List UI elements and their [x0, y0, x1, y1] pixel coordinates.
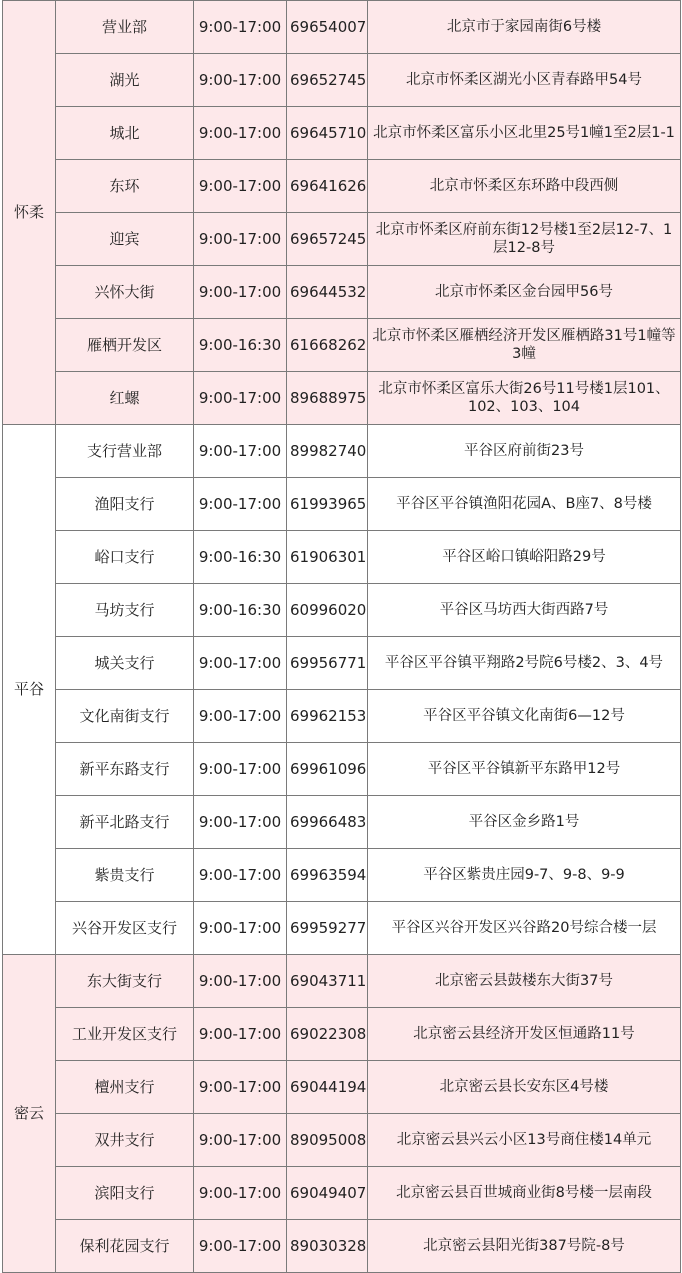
branch-name-cell: 迎宾 — [56, 213, 194, 266]
table-row — [3, 160, 681, 213]
phone-cell: 61993965 — [287, 478, 368, 531]
table-row — [3, 54, 681, 107]
address-cell: 平谷区平谷镇新平东路甲12号 — [368, 743, 681, 796]
address-cell: 北京密云县鼓楼东大街37号 — [368, 955, 681, 1008]
address-cell: 平谷区马坊西大街西路7号 — [368, 584, 681, 637]
phone-cell: 69022308 — [287, 1008, 368, 1061]
business-hours-cell: 9:00-17:00 — [194, 213, 287, 266]
table-row — [3, 955, 681, 1008]
branch-name-cell: 东环 — [56, 160, 194, 213]
branch-name-cell: 工业开发区支行 — [56, 1008, 194, 1061]
branch-name-cell: 城北 — [56, 107, 194, 160]
branch-name-cell: 支行营业部 — [56, 425, 194, 478]
business-hours-cell: 9:00-17:00 — [194, 1008, 287, 1061]
business-hours-cell: 9:00-17:00 — [194, 1114, 287, 1167]
business-hours-cell: 9:00-17:00 — [194, 955, 287, 1008]
business-hours-cell: 9:00-16:30 — [194, 531, 287, 584]
district-cell: 密云 — [3, 955, 56, 1273]
business-hours-cell: 9:00-16:30 — [194, 319, 287, 372]
phone-cell: 69049407 — [287, 1167, 368, 1220]
table-row — [3, 213, 681, 266]
phone-cell: 69641626 — [287, 160, 368, 213]
business-hours-cell: 9:00-17:00 — [194, 796, 287, 849]
branch-table-body — [3, 1, 681, 1273]
branch-name-cell: 湖光 — [56, 54, 194, 107]
table-row — [3, 107, 681, 160]
business-hours-cell: 9:00-17:00 — [194, 266, 287, 319]
table-row — [3, 1114, 681, 1167]
phone-cell: 69962153 — [287, 690, 368, 743]
phone-cell: 69044194 — [287, 1061, 368, 1114]
address-cell: 北京密云县百世城商业街8号楼一层南段 — [368, 1167, 681, 1220]
table-row — [3, 1, 681, 54]
table-row — [3, 425, 681, 478]
phone-cell: 69657245 — [287, 213, 368, 266]
business-hours-cell: 9:00-17:00 — [194, 1167, 287, 1220]
business-hours-cell: 9:00-17:00 — [194, 849, 287, 902]
address-cell: 北京密云县兴云小区13号商住楼14单元 — [368, 1114, 681, 1167]
table-row — [3, 796, 681, 849]
phone-cell: 69966483 — [287, 796, 368, 849]
phone-cell: 69961096 — [287, 743, 368, 796]
phone-cell: 61668262 — [287, 319, 368, 372]
address-cell: 北京市怀柔区金台园甲56号 — [368, 266, 681, 319]
address-cell: 北京密云县长安东区4号楼 — [368, 1061, 681, 1114]
business-hours-cell: 9:00-17:00 — [194, 372, 287, 425]
address-cell: 北京密云县阳光街387号院-8号 — [368, 1220, 681, 1273]
phone-cell: 69956771 — [287, 637, 368, 690]
business-hours-cell: 9:00-17:00 — [194, 1, 287, 54]
branch-name-cell: 滨阳支行 — [56, 1167, 194, 1220]
branch-name-cell: 新平东路支行 — [56, 743, 194, 796]
table-row — [3, 266, 681, 319]
address-cell: 平谷区府前街23号 — [368, 425, 681, 478]
phone-cell: 89095008 — [287, 1114, 368, 1167]
address-cell: 北京市怀柔区富乐小区北里25号1幢1至2层1-1 — [368, 107, 681, 160]
branch-table — [2, 0, 681, 1273]
branch-name-cell: 文化南街支行 — [56, 690, 194, 743]
table-row — [3, 902, 681, 955]
address-cell: 北京市怀柔区东环路中段西侧 — [368, 160, 681, 213]
branch-name-cell: 新平北路支行 — [56, 796, 194, 849]
address-cell: 北京市于家园南街6号楼 — [368, 1, 681, 54]
business-hours-cell: 9:00-17:00 — [194, 1061, 287, 1114]
branch-name-cell: 马坊支行 — [56, 584, 194, 637]
business-hours-cell: 9:00-17:00 — [194, 160, 287, 213]
table-row — [3, 1167, 681, 1220]
address-cell: 平谷区平谷镇平翔路2号院6号楼2、3、4号 — [368, 637, 681, 690]
table-row — [3, 372, 681, 425]
phone-cell: 69959277 — [287, 902, 368, 955]
branch-name-cell: 兴谷开发区支行 — [56, 902, 194, 955]
table-row — [3, 531, 681, 584]
business-hours-cell: 9:00-17:00 — [194, 743, 287, 796]
address-cell: 平谷区平谷镇文化南街6—12号 — [368, 690, 681, 743]
table-row — [3, 1061, 681, 1114]
table-row — [3, 584, 681, 637]
table-row — [3, 1220, 681, 1273]
branch-name-cell: 渔阳支行 — [56, 478, 194, 531]
phone-cell: 89688975 — [287, 372, 368, 425]
branch-name-cell: 雁栖开发区 — [56, 319, 194, 372]
table-row — [3, 690, 681, 743]
phone-cell: 69043711 — [287, 955, 368, 1008]
table-row — [3, 1008, 681, 1061]
phone-cell: 60996020 — [287, 584, 368, 637]
phone-cell: 61906301 — [287, 531, 368, 584]
branch-name-cell: 东大街支行 — [56, 955, 194, 1008]
phone-cell: 69654007 — [287, 1, 368, 54]
address-cell: 平谷区平谷镇渔阳花园A、B座7、8号楼 — [368, 478, 681, 531]
branch-name-cell: 营业部 — [56, 1, 194, 54]
phone-cell: 69652745 — [287, 54, 368, 107]
branch-name-cell: 红螺 — [56, 372, 194, 425]
business-hours-cell: 9:00-17:00 — [194, 107, 287, 160]
business-hours-cell: 9:00-16:30 — [194, 584, 287, 637]
business-hours-cell: 9:00-17:00 — [194, 637, 287, 690]
table-row — [3, 478, 681, 531]
address-cell: 平谷区金乡路1号 — [368, 796, 681, 849]
business-hours-cell: 9:00-17:00 — [194, 425, 287, 478]
address-cell: 平谷区兴谷开发区兴谷路20号综合楼一层 — [368, 902, 681, 955]
table-row — [3, 849, 681, 902]
phone-cell: 69644532 — [287, 266, 368, 319]
business-hours-cell: 9:00-17:00 — [194, 902, 287, 955]
table-row — [3, 743, 681, 796]
address-cell: 北京市怀柔区湖光小区青春路甲54号 — [368, 54, 681, 107]
business-hours-cell: 9:00-17:00 — [194, 478, 287, 531]
branch-name-cell: 紫贵支行 — [56, 849, 194, 902]
branch-name-cell: 城关支行 — [56, 637, 194, 690]
business-hours-cell: 9:00-17:00 — [194, 690, 287, 743]
business-hours-cell: 9:00-17:00 — [194, 1220, 287, 1273]
address-cell: 北京市怀柔区雁栖经济开发区雁栖路31号1幢等3幢 — [368, 319, 681, 372]
address-cell: 北京密云县经济开发区恒通路11号 — [368, 1008, 681, 1061]
phone-cell: 89030328 — [287, 1220, 368, 1273]
address-cell: 北京市怀柔区府前东街12号楼1至2层12-7、1层12-8号 — [368, 213, 681, 266]
branch-name-cell: 保利花园支行 — [56, 1220, 194, 1273]
branch-name-cell: 兴怀大街 — [56, 266, 194, 319]
business-hours-cell: 9:00-17:00 — [194, 54, 287, 107]
district-cell: 怀柔 — [3, 1, 56, 425]
table-row — [3, 319, 681, 372]
address-cell: 平谷区峪口镇峪阳路29号 — [368, 531, 681, 584]
address-cell: 北京市怀柔区富乐大街26号11号楼1层101、102、103、104 — [368, 372, 681, 425]
phone-cell: 69645710 — [287, 107, 368, 160]
branch-name-cell: 檀州支行 — [56, 1061, 194, 1114]
address-cell: 平谷区紫贵庄园9-7、9-8、9-9 — [368, 849, 681, 902]
branch-name-cell: 双井支行 — [56, 1114, 194, 1167]
phone-cell: 89982740 — [287, 425, 368, 478]
phone-cell: 69963594 — [287, 849, 368, 902]
branch-name-cell: 峪口支行 — [56, 531, 194, 584]
district-cell: 平谷 — [3, 425, 56, 955]
table-row — [3, 637, 681, 690]
